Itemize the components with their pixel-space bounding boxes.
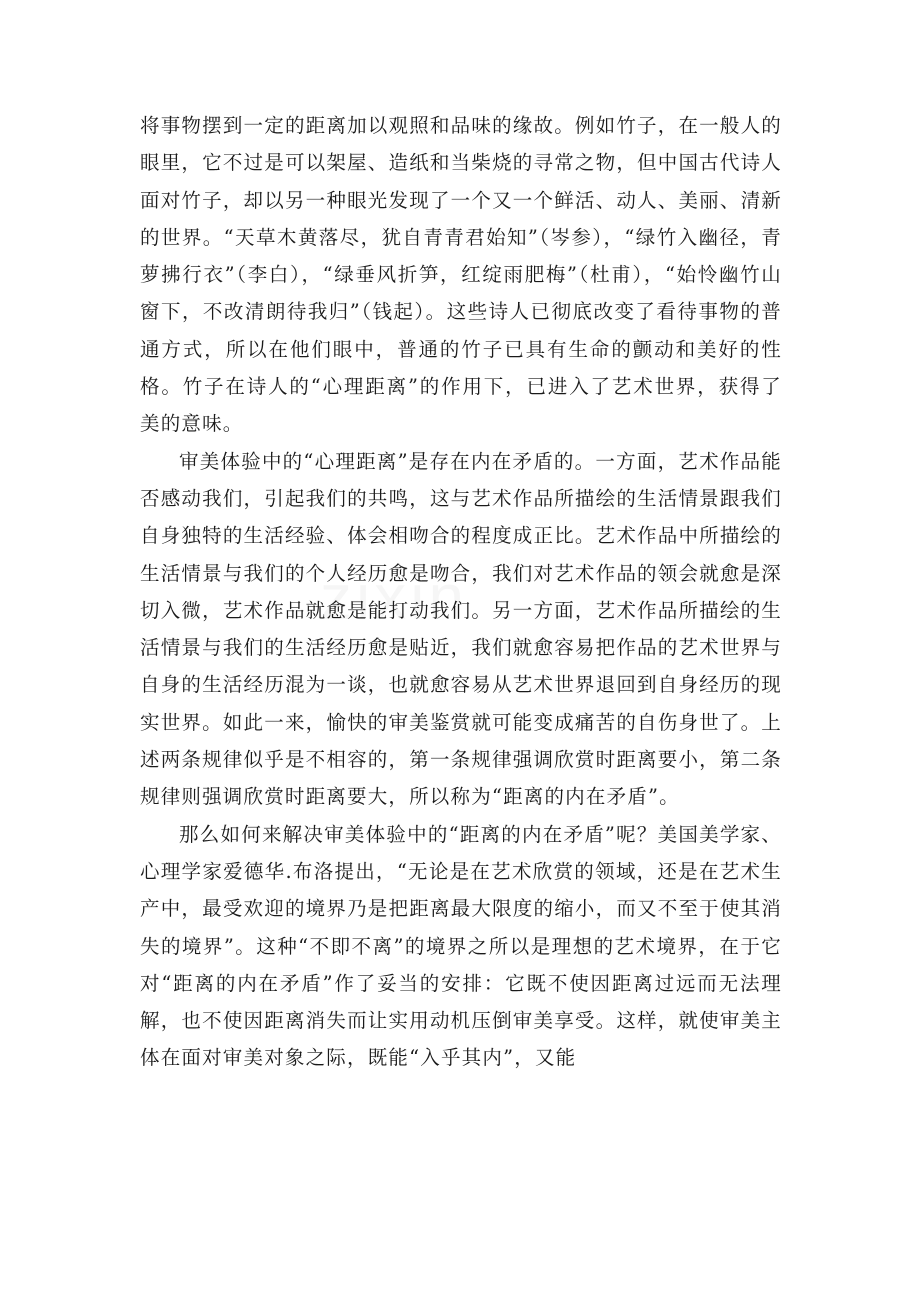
paragraph-resolution: 那么如何来解决审美体验中的“距离的内在矛盾”呢？美国美学家、心理学家爱德华.布洛提出，“无论是在艺术欣赏的领域，还是在艺术生产中，最受欢迎的境界乃是把距离最大限度的缩小，而又不至于使其消失的境界”。这种“不即不离”的境界之所以是理想的艺术境界，在于它对“距离的内在矛盾”作了妥当的安排：它既不使因距离过远而无法理解，也不使因距离消失而让实用动机压倒审美享受。这样，就使审美主体在面对审美对象之际，既能“入乎其内”，又能	[140, 822, 782, 1070]
paragraph-continuation: 将事物摆到一定的距离加以观照和品味的缘故。例如竹子，在一般人的眼里，它不过是可以架屋、造纸和当柴烧的寻常之物，但中国古代诗人面对竹子，却以另一种眼光发现了一个又一个鲜活、动人、美丽、清新的世界。“天草木黄落尽，犹自青青君始知”（岑参），“绿竹入幽径，青萝拂行衣”（李白），“绿垂风折笋，红绽雨肥梅”（杜甫），“始怜幽竹山窗下，不改清朗待我归”（钱起）。这些诗人已彻底改变了看待事物的普通方式，所以在他们眼中，普通的竹子已具有生命的颤动和美好的性格。竹子在诗人的“心理距离”的作用下，已进入了艺术世界，获得了美的意味。	[140, 114, 782, 436]
paragraph-distance-contradiction: 审美体验中的“心理距离”是存在内在矛盾的。一方面，艺术作品能否感动我们，引起我们的共鸣，这与艺术作品所描绘的生活情景跟我们自身独特的生活经验、体会相吻合的程度成正比。艺术作品中所描绘的生活情景与我们的个人经历愈是吻合，我们对艺术作品的领会就愈是深切入微，艺术作品就愈是能打动我们。另一方面，艺术作品所描绘的生活情景与我们的生活经历愈是贴近，我们就愈容易把作品的艺术世界与自身的生活经历混为一谈，也就愈容易从艺术世界退回到自身经历的现实世界。如此一来，愉快的审美鉴赏就可能变成痛苦的自伤身世了。上述两条规律似乎是不相容的，第一条规律强调欣赏时距离要小，第二条规律则强调欣赏时距离要大，所以称为“距离的内在矛盾”。	[140, 449, 782, 809]
document-body	[140, 107, 782, 1077]
